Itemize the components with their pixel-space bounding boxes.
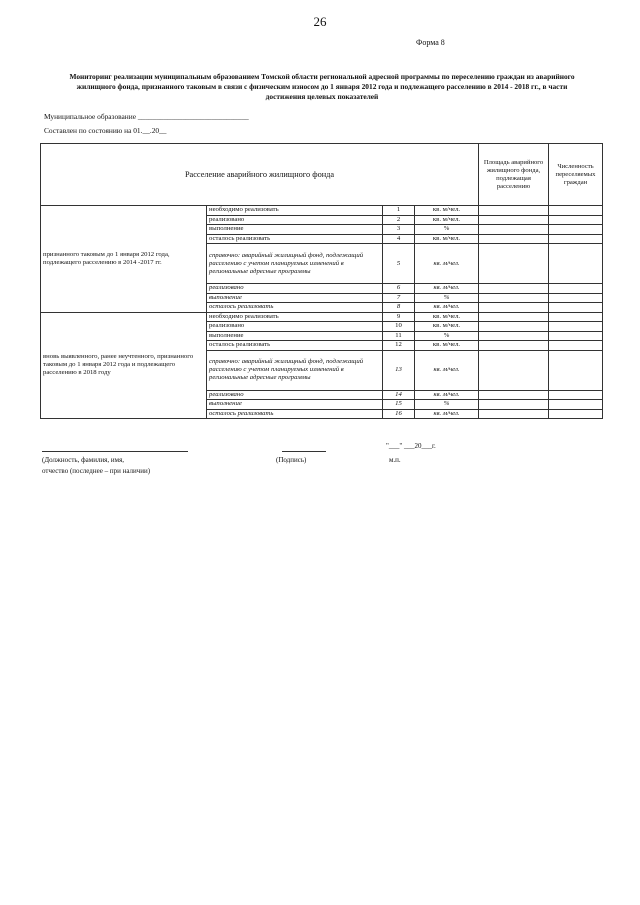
row-name: справочно: аварийный жилищный фонд, подлежащий расселению с учетом планируемых изменений в региональные адресные программы (207, 244, 383, 284)
area-value-cell (479, 341, 549, 351)
table-row (41, 312, 603, 322)
count-value-cell (549, 206, 603, 216)
area-value-cell (479, 293, 549, 303)
header-area: Площадь аварийного жилищного фонда, подлежащая расселению (479, 144, 549, 206)
row-unit: кв. м/чел. (415, 350, 479, 390)
count-value-cell (549, 322, 603, 332)
area-value-cell (479, 400, 549, 410)
table-header-row (41, 144, 603, 206)
municipality-field: Муниципальное образование ______________________________ (44, 112, 249, 121)
row-number: 8 (383, 303, 415, 313)
group-label: вновь выявленного, ранее неучтенного, признанного таковым до 1 января 2012 года и подлежащего расселению в 2018 году (41, 312, 207, 419)
row-name: справочно: аварийный жилищный фонд, подлежащий расселению с учетом планируемых изменений в региональные адресные программы (207, 350, 383, 390)
count-value-cell (549, 225, 603, 235)
area-value-cell (479, 331, 549, 341)
count-value-cell (549, 409, 603, 419)
sign-caption: (Подпись) (276, 456, 307, 464)
count-value-cell (549, 312, 603, 322)
title-line: достижения целевых показателей (265, 92, 379, 101)
count-value-cell (549, 284, 603, 294)
row-number: 7 (383, 293, 415, 303)
row-name: реализовано (207, 322, 383, 332)
row-name: осталось реализовать (207, 341, 383, 351)
row-unit: кв. м/чел. (415, 312, 479, 322)
position-caption-2: отчество (последнее – при наличии) (42, 467, 151, 475)
count-value-cell (549, 350, 603, 390)
row-unit: кв. м/чел. (415, 390, 479, 400)
area-value-cell (479, 390, 549, 400)
row-unit: % (415, 225, 479, 235)
title-line: жилищного фонда, признанного таковым в связи с физическим износом до 1 января 2012 года и подлежащего расселению в 2014 - 2018 гг., в части (76, 82, 568, 91)
row-name: выполнение (207, 225, 383, 235)
row-number: 5 (383, 244, 415, 284)
area-value-cell (479, 350, 549, 390)
row-name: выполнение (207, 400, 383, 410)
stamp-caption: м.п. (389, 456, 401, 464)
row-name: необходимо реализовать (207, 206, 383, 216)
row-unit: кв. м/чел. (415, 206, 479, 216)
area-value-cell (479, 206, 549, 216)
count-value-cell (549, 341, 603, 351)
count-value-cell (549, 234, 603, 244)
row-number: 6 (383, 284, 415, 294)
row-name: осталось реализовать (207, 409, 383, 419)
area-value-cell (479, 284, 549, 294)
row-number: 4 (383, 234, 415, 244)
count-value-cell (549, 303, 603, 313)
row-number: 1 (383, 206, 415, 216)
table-row (41, 206, 603, 216)
count-value-cell (549, 244, 603, 284)
compiled-date-field: Составлен по состоянию на 01.__.20__ (44, 126, 167, 135)
row-number: 10 (383, 322, 415, 332)
area-value-cell (479, 244, 549, 284)
row-name: реализовано (207, 215, 383, 225)
row-name: выполнение (207, 331, 383, 341)
sign-line (282, 451, 326, 452)
area-value-cell (479, 312, 549, 322)
group-label: признанного таковым до 1 января 2012 года, подлежащего расселению в 2014 -2017 гг. (41, 206, 207, 313)
area-value-cell (479, 322, 549, 332)
row-number: 13 (383, 350, 415, 390)
row-number: 15 (383, 400, 415, 410)
row-number: 3 (383, 225, 415, 235)
count-value-cell (549, 331, 603, 341)
row-unit: кв. м/чел. (415, 409, 479, 419)
row-name: необходимо реализовать (207, 312, 383, 322)
area-value-cell (479, 303, 549, 313)
row-number: 14 (383, 390, 415, 400)
row-unit: кв. м/чел. (415, 215, 479, 225)
row-number: 2 (383, 215, 415, 225)
header-count: Численность переселяемых граждан (549, 144, 603, 206)
monitoring-table (40, 143, 603, 419)
row-number: 16 (383, 409, 415, 419)
area-value-cell (479, 234, 549, 244)
area-value-cell (479, 215, 549, 225)
row-name: реализовано (207, 284, 383, 294)
count-value-cell (549, 400, 603, 410)
form-label: Форма 8 (416, 38, 445, 47)
position-signature-line (42, 451, 188, 452)
area-value-cell (479, 225, 549, 235)
row-number: 11 (383, 331, 415, 341)
row-unit: кв. м/чел. (415, 303, 479, 313)
count-value-cell (549, 390, 603, 400)
header-resettlement: Расселение аварийного жилищного фонда (41, 144, 479, 206)
row-number: 9 (383, 312, 415, 322)
count-value-cell (549, 215, 603, 225)
area-value-cell (479, 409, 549, 419)
row-name: осталось реализовать (207, 234, 383, 244)
row-unit: кв. м/чел. (415, 244, 479, 284)
row-unit: кв. м/чел. (415, 322, 479, 332)
row-unit: % (415, 331, 479, 341)
row-name: выполнение (207, 293, 383, 303)
document-title (44, 72, 600, 102)
row-number: 12 (383, 341, 415, 351)
title-line: Мониторинг реализации муниципальным образованием Томской области региональной адресной программы по переселению граждан из аварийного (69, 72, 575, 81)
row-unit: кв. м/чел. (415, 341, 479, 351)
row-unit: кв. м/чел. (415, 234, 479, 244)
row-name: реализовано (207, 390, 383, 400)
page-number: 26 (313, 14, 327, 29)
row-name: осталось реализовать (207, 303, 383, 313)
row-unit: % (415, 293, 479, 303)
position-caption: (Должность, фамилия, имя, (42, 456, 125, 464)
date-field: "___" ___20___г. (386, 442, 436, 450)
row-unit: % (415, 400, 479, 410)
count-value-cell (549, 293, 603, 303)
row-unit: кв. м/чел. (415, 284, 479, 294)
